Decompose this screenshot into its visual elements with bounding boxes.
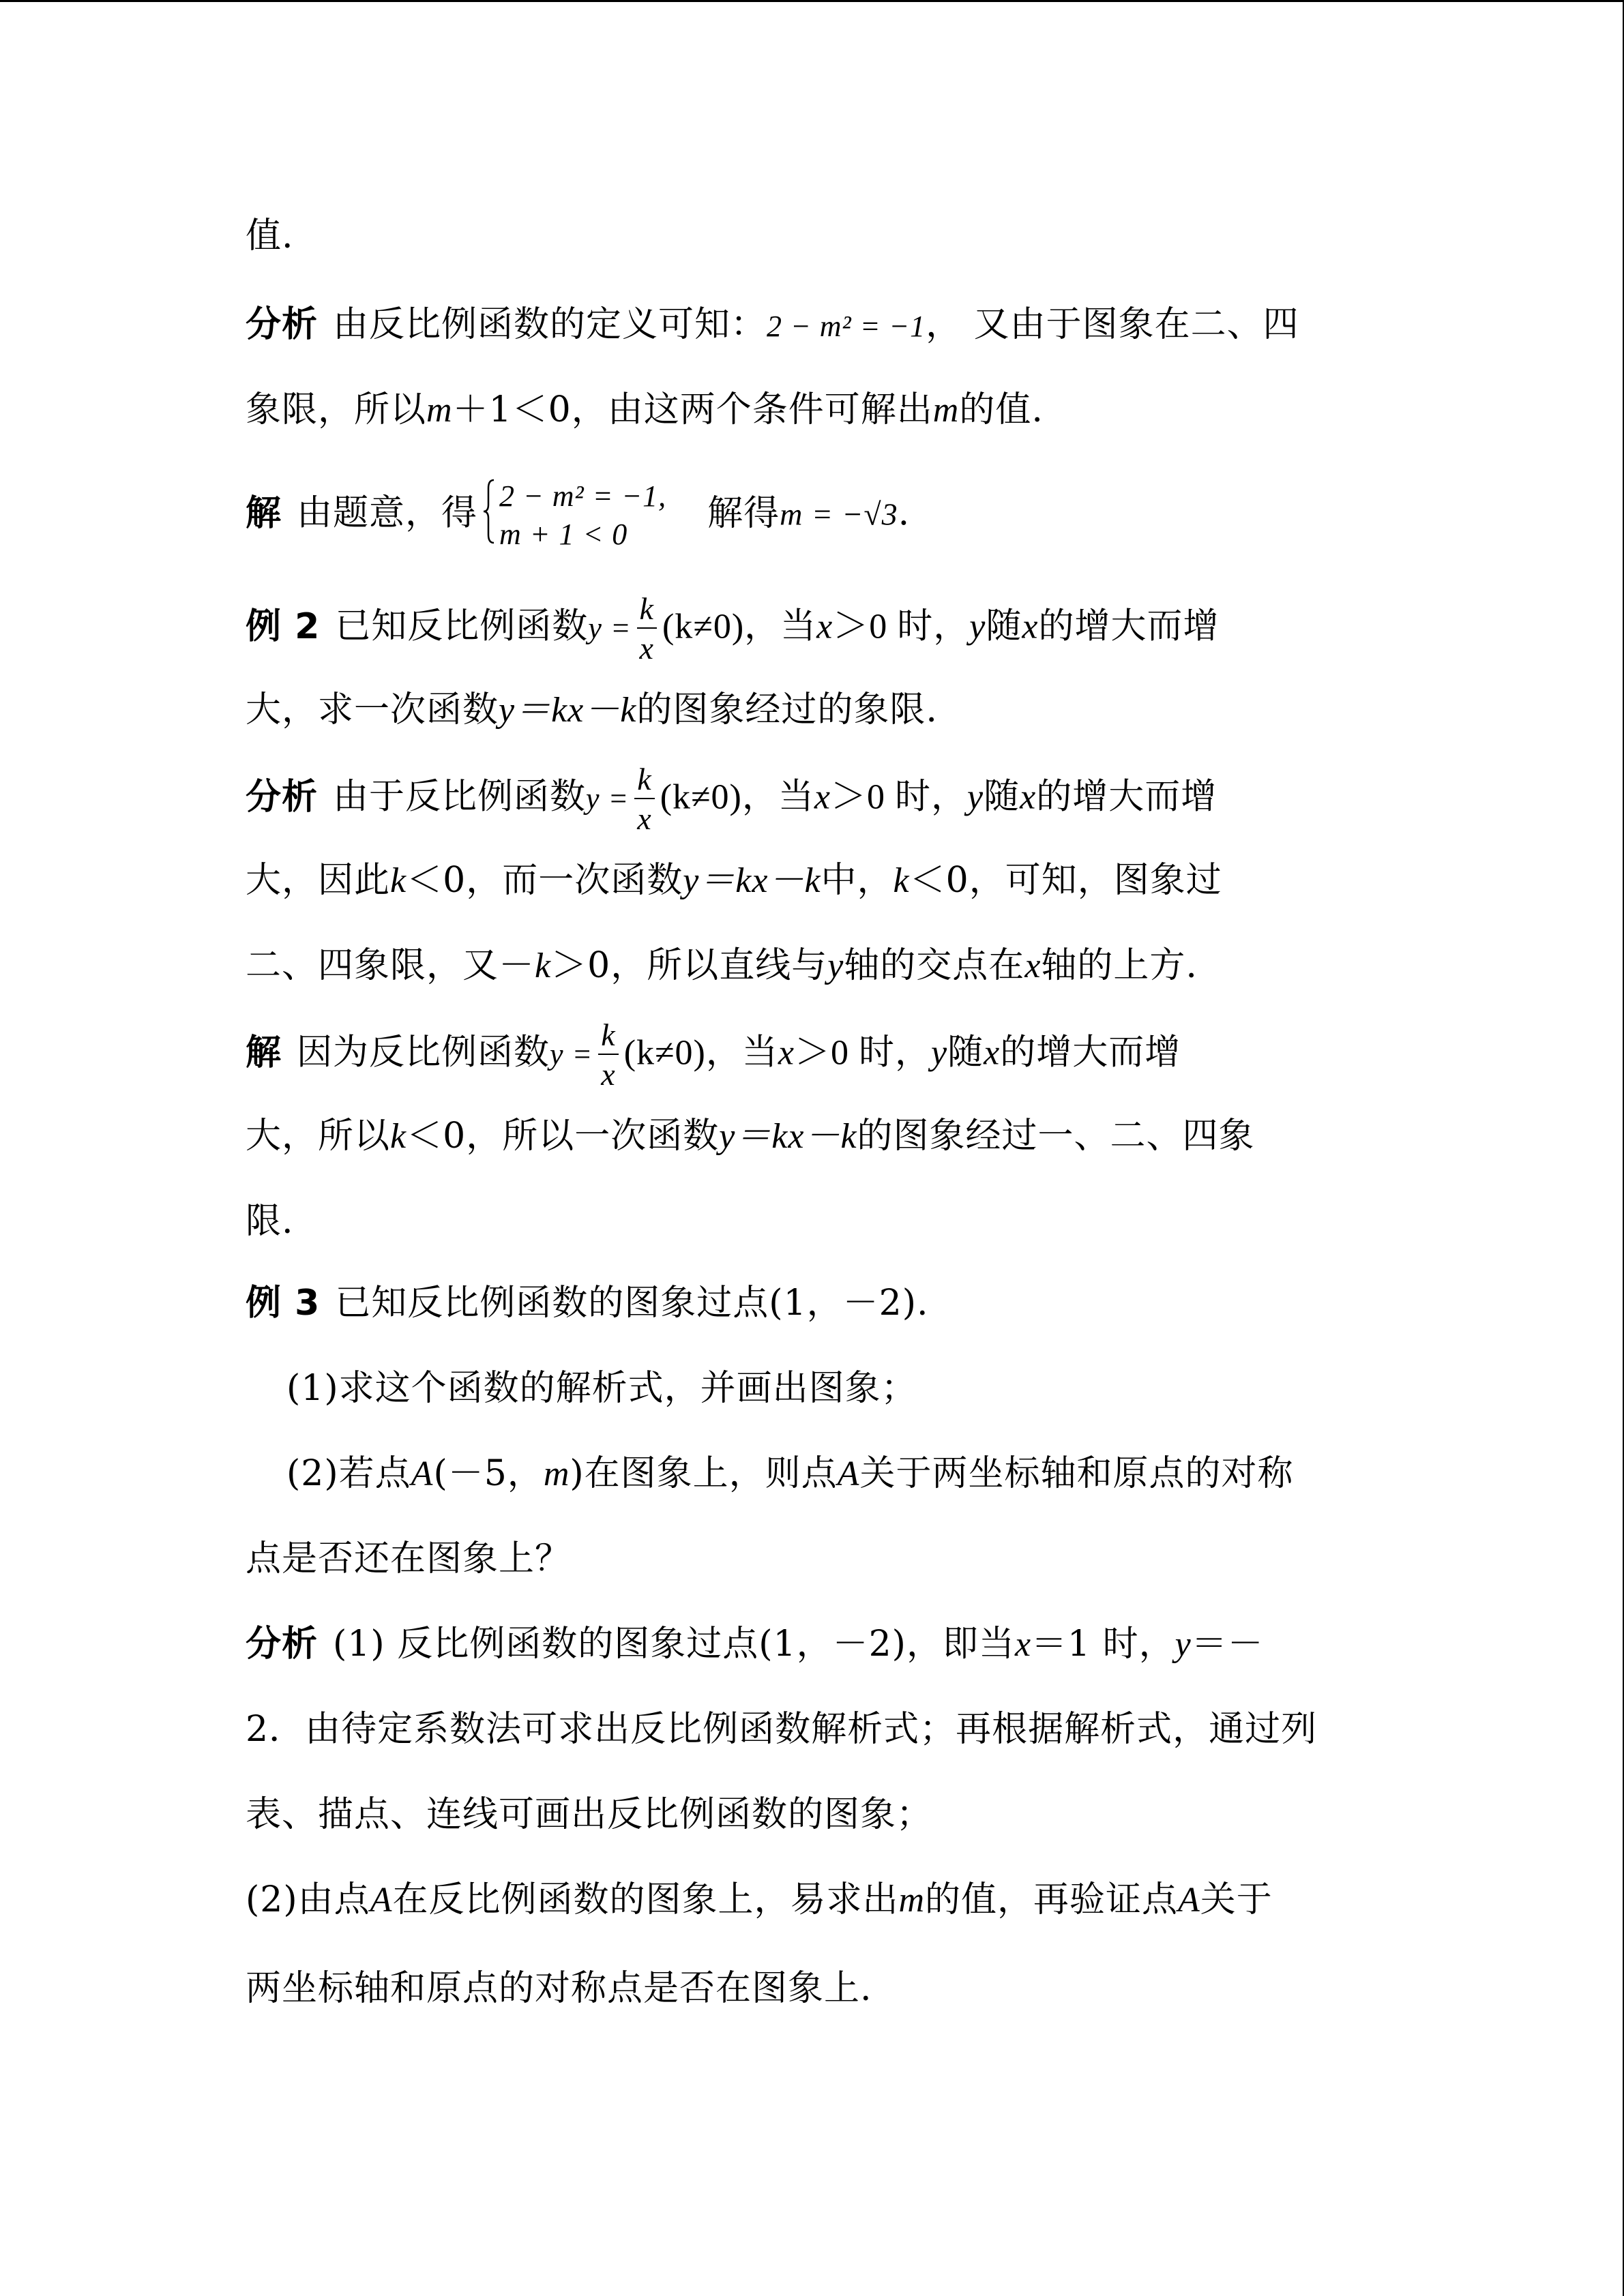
- example-2-line-2: 大，求一次函数y＝kx－k的图象经过的象限.: [246, 689, 938, 730]
- equation: 2 − m² = −1: [767, 310, 926, 343]
- analysis-2-line-3: 二、四象限，又－k＞0，所以直线与y轴的交点在x轴的上方.: [246, 945, 1198, 986]
- equation-system: 2 − m² = −1, m + 1 < 0: [482, 477, 666, 554]
- solution-label: 解: [246, 492, 282, 534]
- example-label: 例 2: [246, 606, 321, 647]
- solution-label: 解: [246, 1032, 282, 1073]
- example-3-line-1: 例 3 已知反比例函数的图象过点(1，－2).: [246, 1283, 929, 1324]
- example-2-line-1: 例 2 已知反比例函数y = $\frac{k}{x}$ (k≠0)，当x＞0 时，y随x的增大而增: [246, 591, 1220, 666]
- solution-line-1: 解 由题意，得 2 − m² = −1, m + 1 < 0 解得m = −√3.: [246, 477, 910, 554]
- analysis-2-line-1: 分析 由于反比例函数y = $\frac{k}{x}$ (k≠0)，当x＞0 时，y随x的增大而增: [246, 762, 1217, 836]
- fraction: $\frac{k}{x}$: [637, 593, 657, 664]
- analysis-3-line-2: 2．由待定系数法可求出反比例函数解析式；再根据解析式，通过列: [246, 1709, 1318, 1750]
- analysis-label: 分析: [246, 776, 319, 818]
- solution-2-line-3: 限.: [246, 1201, 294, 1242]
- example-3-part-2: (2)若点A(－5，m)在图象上，则点A关于两坐标轴和原点的对称: [286, 1453, 1294, 1494]
- analysis-3-line-5: 两坐标轴和原点的对称点是否在图象上.: [246, 1968, 872, 2009]
- fraction: $\frac{k}{x}$: [634, 764, 654, 835]
- analysis-label: 分析: [246, 304, 319, 345]
- example-3-part-2-cont: 点是否还在图象上？: [246, 1538, 572, 1579]
- solution-2-line-1: 解 因为反比例函数y = $\frac{k}{x}$ (k≠0)，当x＞0 时，y随x的增大而增: [246, 1017, 1181, 1092]
- text-line-1: 值.: [246, 215, 294, 256]
- analysis-label: 分析: [246, 1624, 319, 1665]
- result: m = −√3: [780, 496, 898, 532]
- analysis-line-2: 象限，所以m＋1＜0，由这两个条件可解出m的值.: [246, 389, 1044, 430]
- page-top-border: [0, 0, 1623, 2]
- analysis-3-line-4: (2)由点A在反比例函数的图象上，易求出m的值，再验证点A关于: [246, 1879, 1273, 1920]
- example-3-part-1: (1)求这个函数的解析式，并画出图象；: [286, 1368, 917, 1409]
- analysis-3-line-3: 表、描点、连线可画出反比例函数的图象；: [246, 1794, 933, 1835]
- fraction: $\frac{k}{x}$: [598, 1019, 618, 1090]
- brace-icon: [482, 479, 497, 544]
- analysis-3-line-1: 分析 (1) 反比例函数的图象过点(1，－2)，即当x＝1 时，y＝－: [246, 1624, 1264, 1665]
- analysis-2-line-2: 大，因此k＜0，而一次函数y＝kx－k中，k＜0，可知，图象过: [246, 860, 1222, 901]
- example-label: 例 3: [246, 1283, 321, 1324]
- analysis-line-1: 分析 由反比例函数的定义可知：2 − m² = −1， 又由于图象在二、四: [246, 304, 1299, 345]
- solution-2-line-2: 大，所以k＜0，所以一次函数y＝kx－k的图象经过一、二、四象: [246, 1116, 1255, 1157]
